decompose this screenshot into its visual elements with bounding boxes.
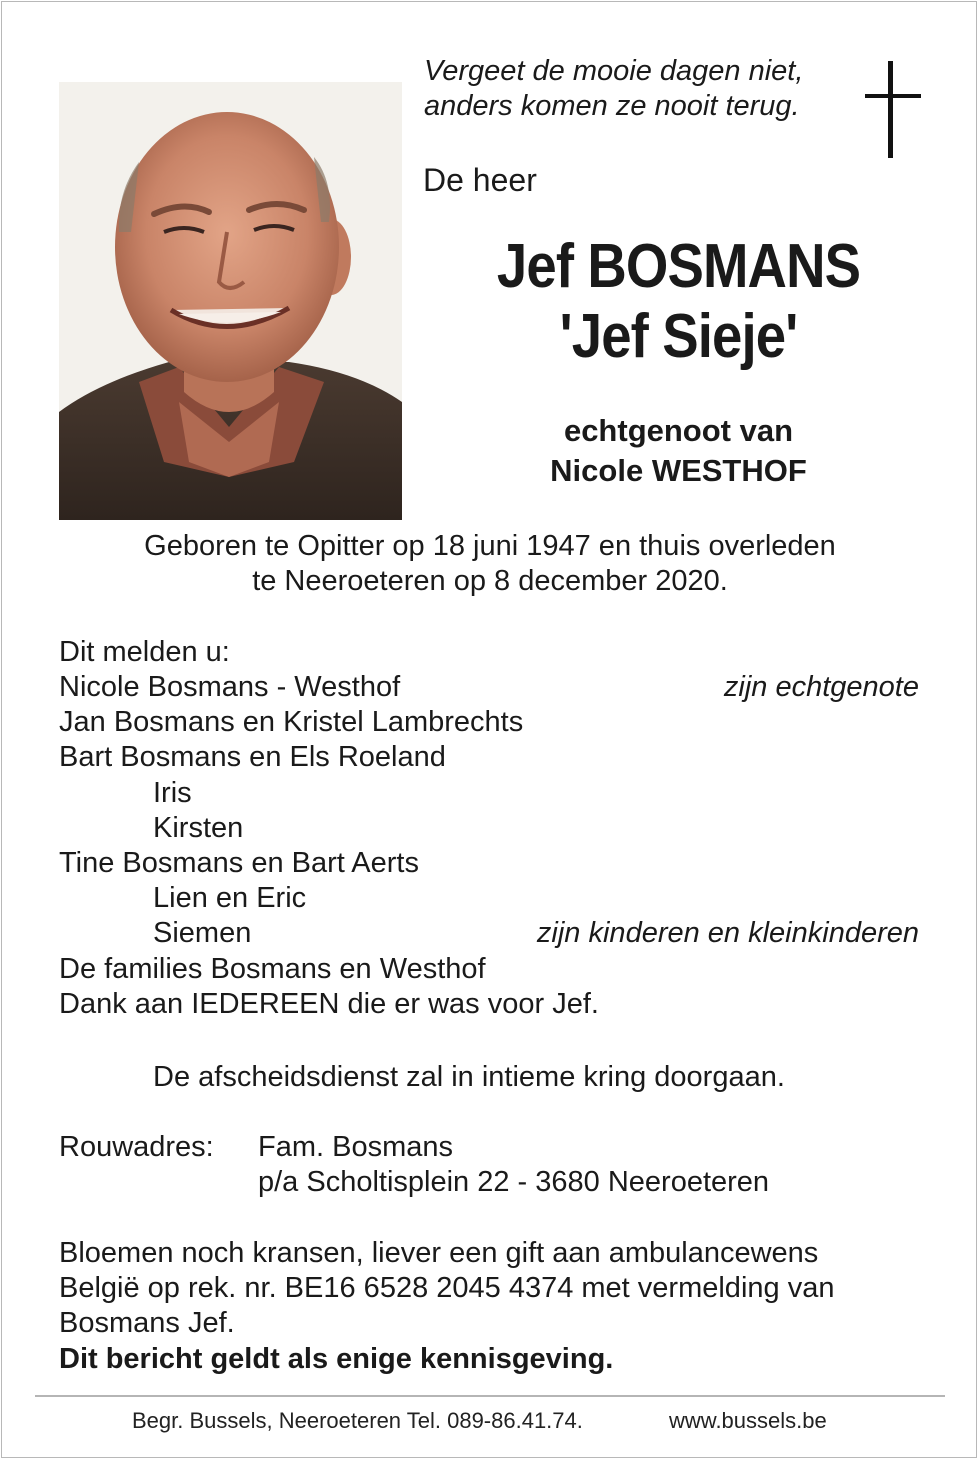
- website-link[interactable]: www.bussels.be: [669, 1408, 827, 1433]
- announcer-line: Bart Bosmans en Els Roeland: [59, 741, 446, 773]
- footer-divider: [35, 1395, 945, 1397]
- announcer-line: Kirsten: [153, 812, 244, 844]
- announcer-role: zijn kinderen en kleinkinderen: [536, 917, 919, 949]
- spouse-intro: echtgenoot van: [563, 413, 794, 448]
- flowers-line-2: België op rek. nr. BE16 6528 2045 4374 met vermelding van: [59, 1272, 835, 1304]
- deceased-nickname: 'Jef Sieje': [559, 302, 798, 371]
- address-line-1: Fam. Bosmans: [258, 1131, 453, 1163]
- spouse-name: Nicole WESTHOF: [550, 453, 807, 488]
- portrait-photo: [59, 82, 402, 520]
- deceased-name: Jef BOSMANS: [496, 232, 861, 301]
- announcer-line: Nicole Bosmans - Westhof: [59, 671, 401, 703]
- announcer-role: zijn echtgenote: [723, 671, 919, 703]
- announcer-line: Lien en Eric: [153, 882, 307, 914]
- announcers-intro: Dit melden u:: [59, 636, 230, 668]
- spouse-block: [430, 411, 927, 491]
- birth-death-line-2: te Neeroeteren op 8 december 2020.: [252, 565, 728, 597]
- birth-death-line-1: Geboren te Opitter op 18 juni 1947 en thuis overleden: [144, 530, 836, 562]
- motto-line-1: Vergeet de mooie dagen niet,: [424, 55, 804, 87]
- service-notice: De afscheidsdienst zal in intieme kring doorgaan.: [153, 1061, 785, 1093]
- sole-notice: Dit bericht geldt als enige kennisgeving.: [59, 1343, 614, 1375]
- flowers-line-1: Bloemen noch kransen, liever een gift aan ambulancewens: [59, 1237, 819, 1269]
- deceased-name-block: [430, 232, 927, 372]
- address-label: Rouwadres:: [59, 1131, 214, 1163]
- announcer-line: Jan Bosmans en Kristel Lambrechts: [59, 706, 524, 738]
- announcer-line: Tine Bosmans en Bart Aerts: [59, 847, 419, 879]
- announcer-line: Siemen: [153, 917, 252, 949]
- address-line-2: p/a Scholtisplein 22 - 3680 Neeroeteren: [258, 1166, 770, 1198]
- salutation: De heer: [423, 162, 537, 198]
- announcer-line: De families Bosmans en Westhof: [59, 953, 486, 985]
- announcer-line: Iris: [153, 777, 192, 809]
- undertaker-info: Begr. Bussels, Neeroeteren Tel. 089-86.41.74.: [132, 1408, 583, 1433]
- announcer-line: Dank aan IEDEREEN die er was voor Jef.: [59, 988, 599, 1020]
- motto-line-2: anders komen ze nooit terug.: [424, 90, 800, 122]
- flowers-line-3: Bosmans Jef.: [59, 1307, 235, 1339]
